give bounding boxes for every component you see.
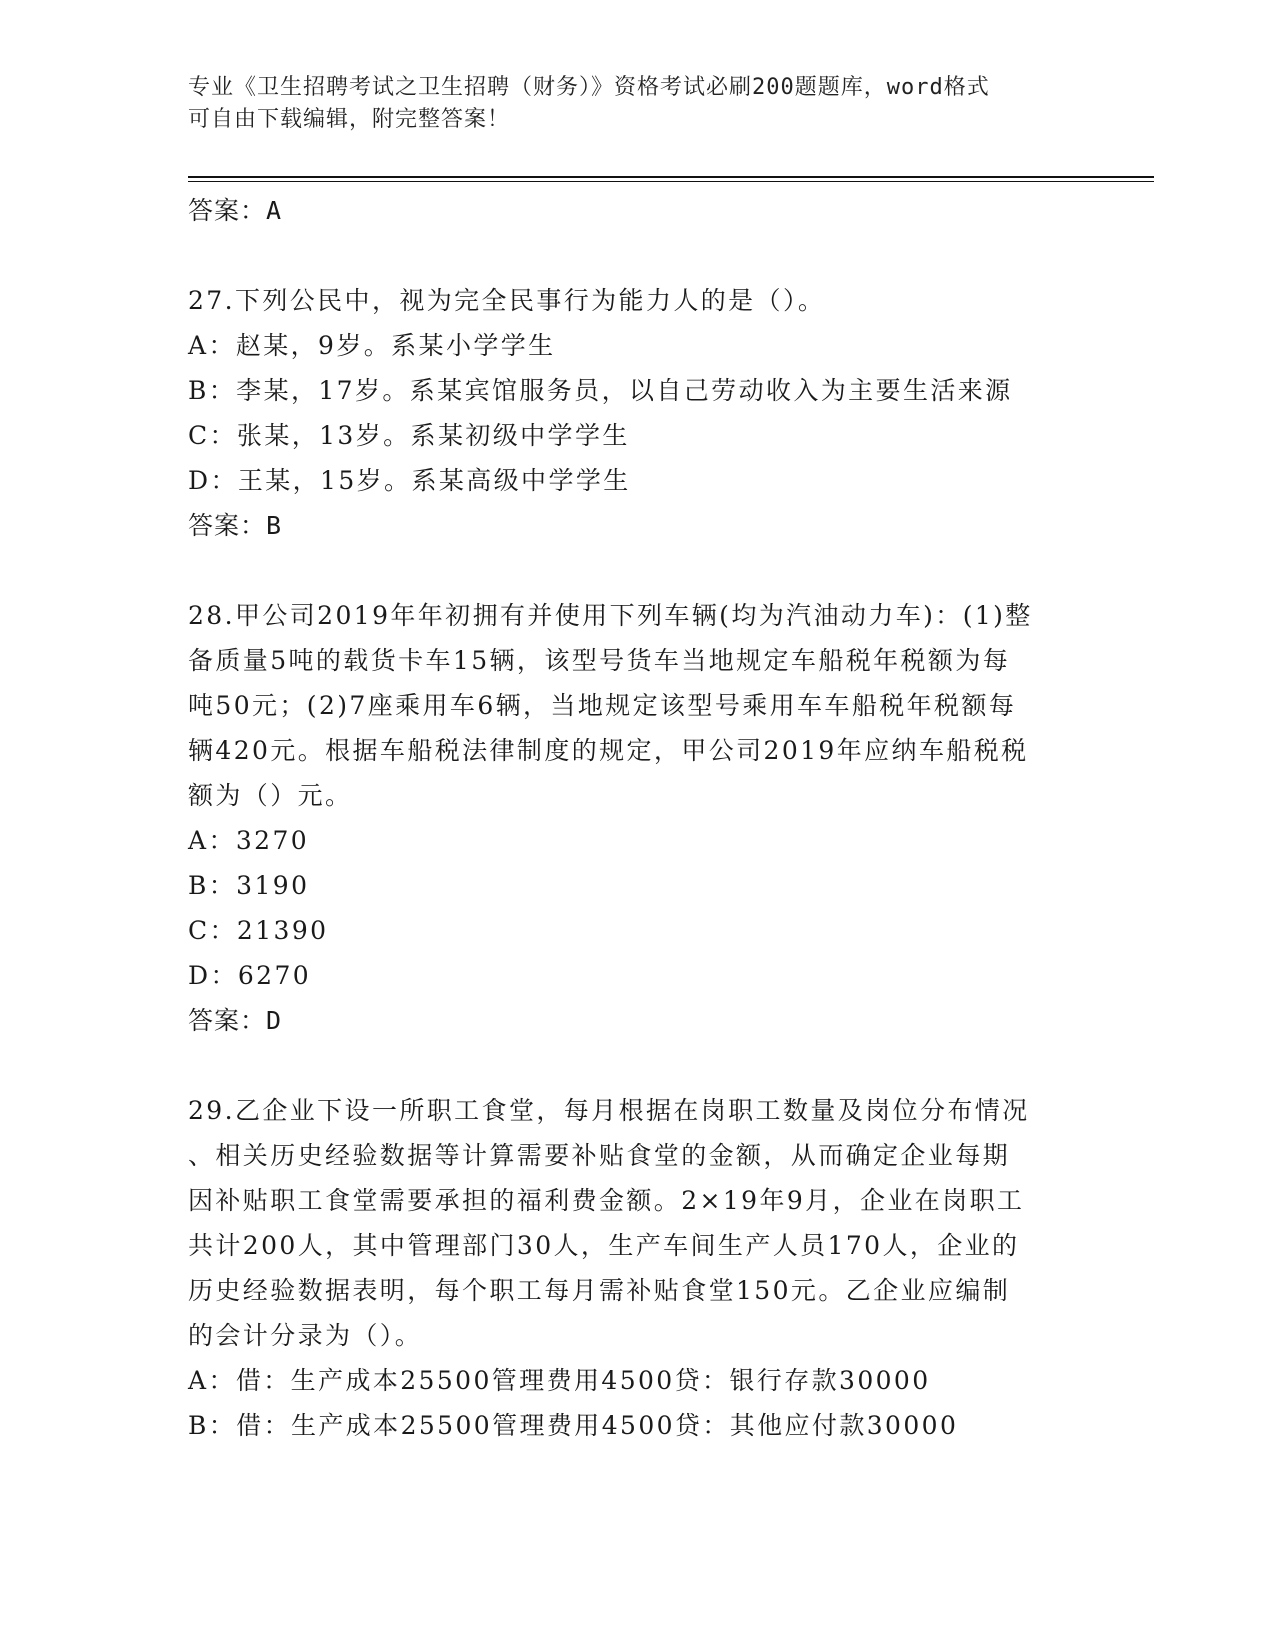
option-d: D：6270 (188, 961, 312, 990)
header-divider-thin (188, 181, 1154, 182)
question-stem-line: 、相关历史经验数据等计算需要补贴食堂的金额，从而确定企业每期 (188, 1141, 1011, 1170)
option-b: B：3190 (188, 871, 310, 900)
option-b: B：李某，17岁。系某宾馆服务员，以自己劳动收入为主要生活来源 (188, 376, 1013, 405)
option-d: D：王某，15岁。系某高级中学学生 (188, 466, 631, 495)
question-stem-line: 额为（）元。 (188, 781, 353, 810)
header-line-2: 可自由下载编辑，附完整答案！ (188, 107, 511, 132)
question-stem-line: 备质量5吨的载货卡车15辆，该型号货车当地规定车船税年税额为每 (188, 646, 1011, 675)
question-29 (188, 1088, 1088, 1448)
header-line-1: 专业《卫生招聘考试之卫生招聘（财务）》资格考试必刷200题题库，word格式 (188, 75, 990, 100)
question-stem-line: 辆420元。根据车船税法律制度的规定，甲公司2019年应纳车船税税 (188, 736, 1029, 765)
spacer (188, 548, 1088, 593)
option-a: A：借：生产成本25500管理费用4500贷：银行存款30000 (188, 1366, 931, 1395)
answer-key: 答案：B (188, 511, 283, 540)
question-stem-line: 因补贴职工食堂需要承担的福利费金额。2×19年9月，企业在岗职工 (188, 1186, 1025, 1215)
question-stem-line: 28.甲公司2019年年初拥有并使用下列车辆(均为汽油动力车)：(1)整 (188, 601, 1033, 630)
previous-answer: 答案：A (188, 196, 283, 225)
option-a: A：赵某，9岁。系某小学学生 (188, 331, 556, 360)
question-stem-line: 29.乙企业下设一所职工食堂，每月根据在岗职工数量及岗位分布情况 (188, 1096, 1030, 1125)
question-27 (188, 278, 1088, 548)
question-stem-line: 的会计分录为（）。 (188, 1321, 423, 1350)
option-c: C：张某，13岁。系某初级中学学生 (188, 421, 630, 450)
spacer (188, 233, 1088, 278)
option-b: B：借：生产成本25500管理费用4500贷：其他应付款30000 (188, 1411, 959, 1440)
question-stem-line: 共计200人，其中管理部门30人，生产车间生产人员170人，企业的 (188, 1231, 1020, 1260)
question-stem-line: 历史经验数据表明，每个职工每月需补贴食堂150元。乙企业应编制 (188, 1276, 1011, 1305)
question-stem-line: 吨50元；(2)7座乘用车6辆，当地规定该型号乘用车车船税年税额每 (188, 691, 1017, 720)
question-28 (188, 593, 1088, 1043)
header-divider-thick (188, 176, 1154, 178)
answer-key: 答案：D (188, 1006, 283, 1035)
option-a: A：3270 (188, 826, 310, 855)
question-content (188, 188, 1088, 1448)
spacer (188, 1043, 1088, 1088)
document-header (188, 72, 1068, 136)
question-stem: 27.下列公民中，视为完全民事行为能力人的是（）。 (188, 286, 826, 315)
option-c: C：21390 (188, 916, 329, 945)
